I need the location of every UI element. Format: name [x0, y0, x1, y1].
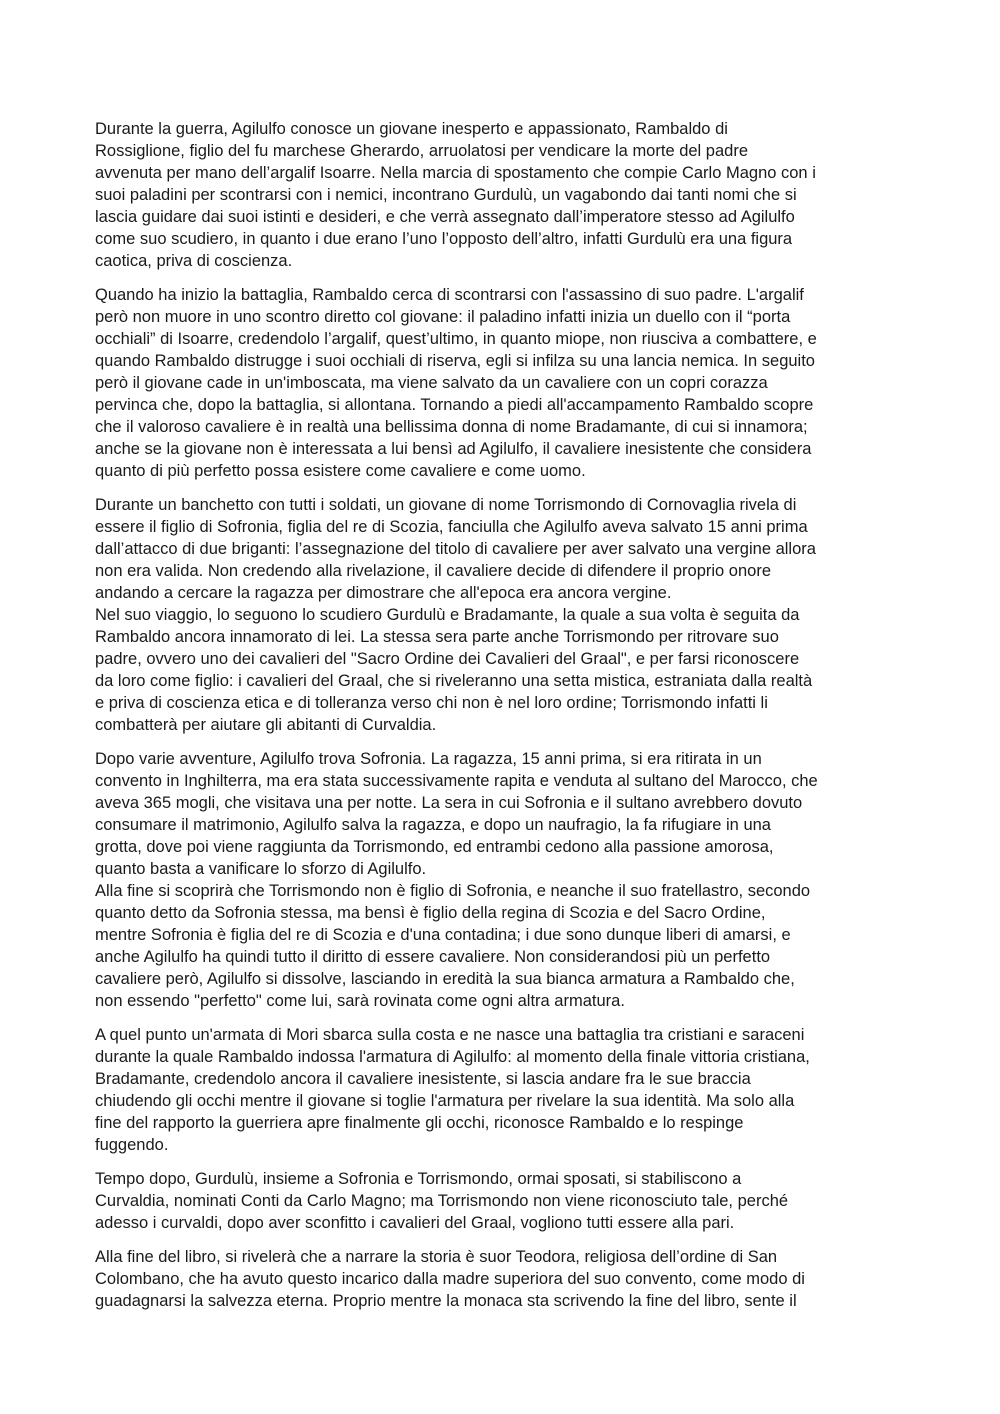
text-line: anche se la giovane non è interessata a lui bensì ad Agilulfo, il cavaliere inesistente che considera [95, 440, 812, 458]
text-line: Tempo dopo, Gurdulù, insieme a Sofronia e Torrismondo, ormai sposati, si stabiliscono a [95, 1170, 742, 1188]
text-line: anche Agilulfo ha quindi tutto il diritto di essere cavaliere. Non considerandosi più un perfetto [95, 948, 771, 966]
text-line: quanto di più perfetto possa esistere come cavaliere e come uomo. [95, 462, 586, 480]
paragraph-6 [95, 1168, 915, 1234]
text-line: avvenuta per mano dell’argalif Isoarre. Nella marcia di spostamento che compie Carlo Magno con i [95, 164, 816, 182]
text-line: dall’attacco di due briganti: l’assegnazione del titolo di cavaliere per aver salvato una vergine allora [95, 540, 816, 558]
text-line: e priva di coscienza etica e di tolleranza verso chi non è nel loro ordine; Torrismondo infatti li [95, 694, 768, 712]
text-line: Durante un banchetto con tutti i soldati, un giovane di nome Torrismondo di Cornovaglia rivela di [95, 496, 797, 514]
paragraph-1 [95, 118, 915, 272]
text-line: suoi paladini per scontrarsi con i nemici, incontrano Gurdulù, un vagabondo dai tanti nomi che si [95, 186, 797, 204]
text-line: Nel suo viaggio, lo seguono lo scudiero Gurdulù e Bradamante, la quale a sua volta è seguita da [95, 606, 800, 624]
paragraph-2 [95, 284, 915, 482]
text-line: Bradamante, credendolo ancora il cavaliere inesistente, si lascia andare fra le sue braccia [95, 1070, 751, 1088]
paragraph-5 [95, 1024, 915, 1156]
text-line: occhiali” di Isoarre, credendolo l’argalif, quest’ultimo, in quanto miope, non riusciva a combattere, e [95, 330, 817, 348]
text-line: Curvaldia, nominati Conti da Carlo Magno; ma Torrismondo non viene riconosciuto tale, perché [95, 1192, 789, 1210]
text-line: Rossiglione, figlio del fu marchese Gherardo, arruolatosi per vendicare la morte del padre [95, 142, 749, 160]
text-line: aveva 365 mogli, che visitava una per notte. La sera in cui Sofronia e il sultano avrebbero dovuto [95, 794, 803, 812]
text-line: quanto detto da Sofronia stessa, ma bensì è figlio della regina di Scozia e del Sacro Ordine, [95, 904, 766, 922]
text-line: quando Rambaldo distrugge i suoi occhiali di riserva, egli si infilza su una lancia nemica. In seguito [95, 352, 815, 370]
text-line: da loro come figlio: i cavalieri del Graal, che si riveleranno una setta mistica, estraniata dalla realtà [95, 672, 813, 690]
text-line: lascia guidare dai suoi istinti e desideri, e che verrà assegnato dall’imperatore stesso ad Agilulfo [95, 208, 795, 226]
text-line: andando a cercare la ragazza per dimostrare che all'epoca era ancora vergine. [95, 584, 672, 602]
paragraph-3 [95, 494, 915, 736]
text-line: adesso i curvaldi, dopo aver sconfitto i cavalieri del Graal, vogliono tutti essere alla pari. [95, 1214, 735, 1232]
text-line: caotica, priva di coscienza. [95, 252, 293, 270]
text-line: pervinca che, dopo la battaglia, si allontana. Tornando a piedi all'accampamento Rambaldo scopre [95, 396, 814, 414]
text-line: fine del rapporto la guerriera apre finalmente gli occhi, riconosce Rambaldo e lo respinge [95, 1114, 744, 1132]
text-line: Rambaldo ancora innamorato di lei. La stessa sera parte anche Torrismondo per ritrovare suo [95, 628, 779, 646]
text-line: però non muore in uno scontro diretto col giovane: il paladino infatti inizia un duello con il “porta [95, 308, 791, 326]
text-line: come suo scudiero, in quanto i due erano l’uno l’opposto dell’altro, infatti Gurdulù era una figura [95, 230, 793, 248]
text-line: che il valoroso cavaliere è in realtà una bellissima donna di nome Bradamante, di cui si innamora; [95, 418, 808, 436]
text-line: combatterà per aiutare gli abitanti di Curvaldia. [95, 716, 437, 734]
text-line: consumare il matrimonio, Agilulfo salva la ragazza, e dopo un naufragio, la fa rifugiare in una [95, 816, 771, 834]
text-line: padre, ovvero uno dei cavalieri del "Sacro Ordine dei Cavalieri del Graal", e per farsi riconoscere [95, 650, 800, 668]
paragraph-7 [95, 1246, 915, 1312]
text-line: essere il figlio di Sofronia, figlia del re di Scozia, fanciulla che Agilulfo aveva salvato 15 anni prima [95, 518, 808, 536]
text-line: Dopo varie avventure, Agilulfo trova Sofronia. La ragazza, 15 anni prima, si era ritirata in un [95, 750, 762, 768]
text-line: chiudendo gli occhi mentre il giovane si toglie l'armatura per rivelare la sua identità. Ma solo alla [95, 1092, 795, 1110]
document-page [95, 118, 915, 1324]
text-line: Colombano, che ha avuto questo incarico dalla madre superiora del suo convento, come modo di [95, 1270, 805, 1288]
text-line: grotta, dove poi viene raggiunta da Torrismondo, ed entrambi cedono alla passione amorosa, [95, 838, 774, 856]
text-line: però il giovane cade in un'imboscata, ma viene salvato da un cavaliere con un copri corazza [95, 374, 768, 392]
text-line: mentre Sofronia è figlia del re di Scozia e d'una contadina; i due sono dunque liberi di amarsi, e [95, 926, 791, 944]
text-line: A quel punto un'armata di Mori sbarca sulla costa e ne nasce una battaglia tra cristiani e saraceni [95, 1026, 805, 1044]
text-line: cavaliere però, Agilulfo si dissolve, lasciando in eredità la sua bianca armatura a Rambaldo che, [95, 970, 795, 988]
text-line: Quando ha inizio la battaglia, Rambaldo cerca di scontrarsi con l'assassino di suo padre. L'argalif [95, 286, 804, 304]
text-line: non era valida. Non credendo alla rivelazione, il cavaliere decide di difendere il proprio onore [95, 562, 771, 580]
text-line: fuggendo. [95, 1136, 169, 1154]
text-line: durante la quale Rambaldo indossa l'armatura di Agilulfo: al momento della finale vittoria cristiana, [95, 1048, 810, 1066]
paragraph-4 [95, 748, 915, 1012]
text-line: Alla fine si scoprirà che Torrismondo non è figlio di Sofronia, e neanche il suo fratellastro, secondo [95, 882, 811, 900]
text-line: Durante la guerra, Agilulfo conosce un giovane inesperto e appassionato, Rambaldo di [95, 120, 728, 138]
text-line: non essendo "perfetto" come lui, sarà rovinata come ogni altra armatura. [95, 992, 625, 1010]
text-line: Alla fine del libro, si rivelerà che a narrare la storia è suor Teodora, religiosa dell’ordine di San [95, 1248, 778, 1266]
text-line: convento in Inghilterra, ma era stata successivamente rapita e venduta al sultano del Marocco, che [95, 772, 818, 790]
text-line: guadagnarsi la salvezza eterna. Proprio mentre la monaca sta scrivendo la fine del libro, sente il [95, 1292, 797, 1310]
text-line: quanto basta a vanificare lo sforzo di Agilulfo. [95, 860, 427, 878]
